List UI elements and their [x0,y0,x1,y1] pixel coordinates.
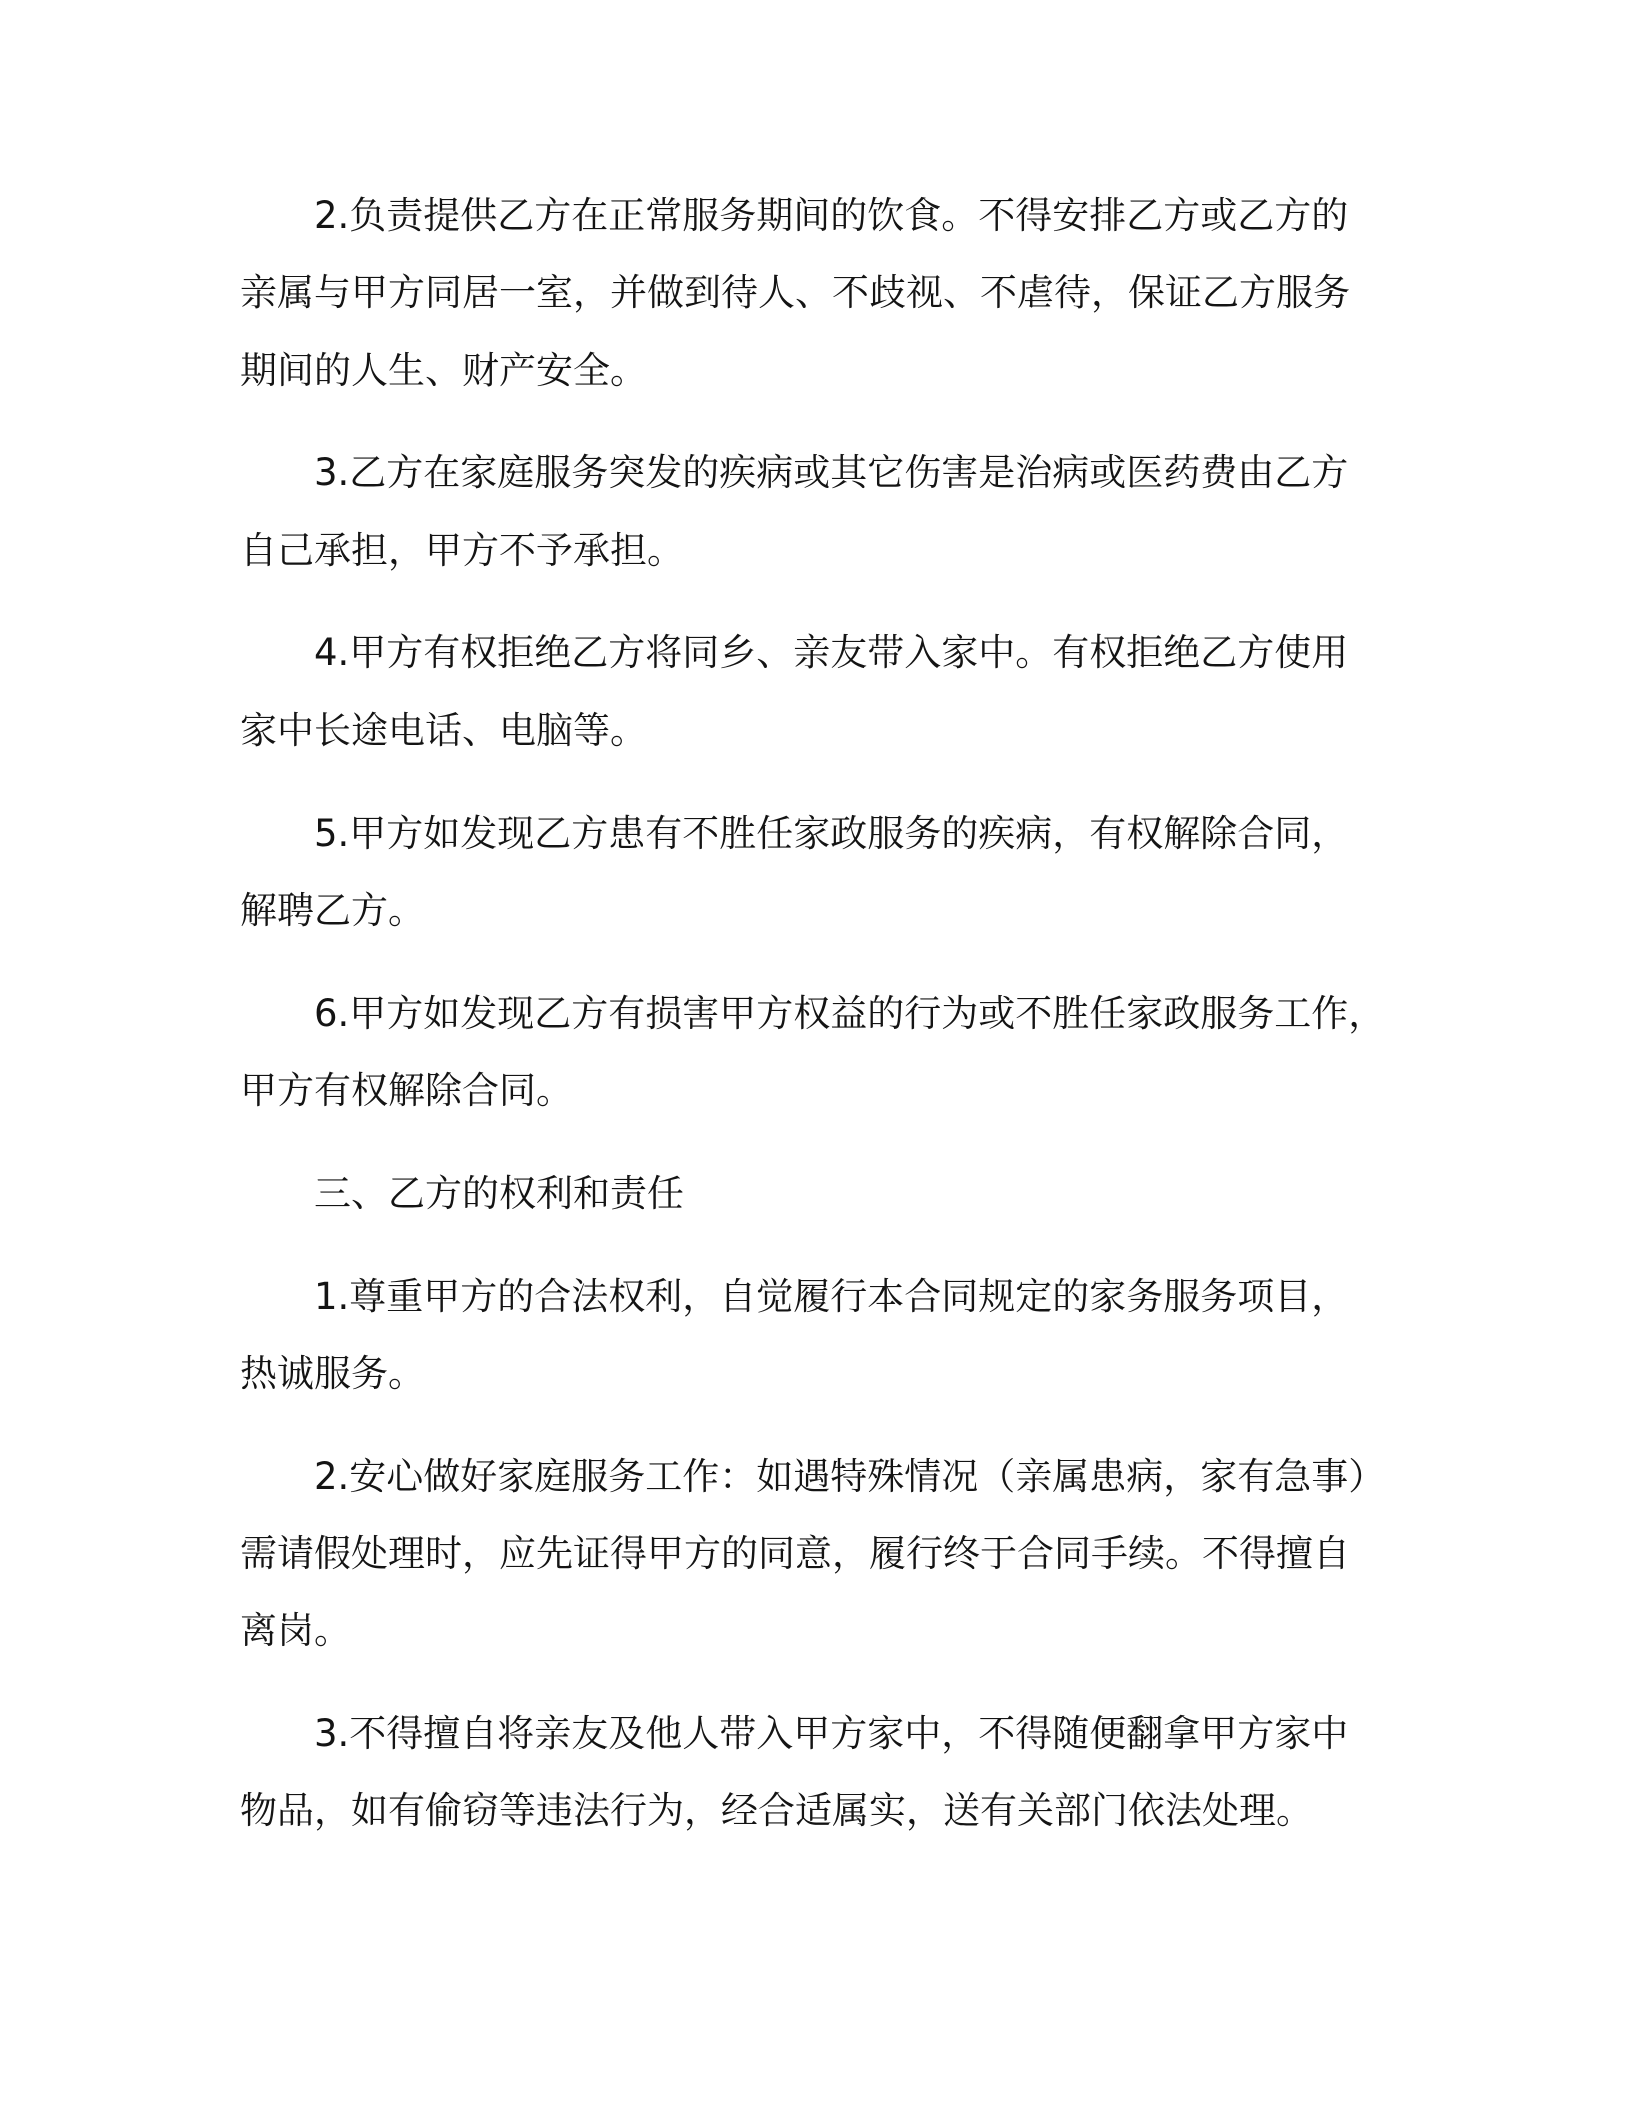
text-line: 2.负责提供乙方在正常服务期间的饮食。不得安排乙方或乙方的 [314,194,1349,237]
section-heading [240,1155,1440,1232]
text-line: 5.甲方如发现乙方患有不胜任家政服务的疾病，有权解除合同， [314,811,1349,855]
text-line: 离岗。 [240,1609,351,1653]
text-line: 物品，如有偷窃等违法行为，经合适属实，送有关部门依法处理。 [240,1789,1313,1833]
text-line: 2.安心做好家庭服务工作：如遇特殊情况（亲属患病，家有急事） [314,1454,1386,1498]
section-heading-text: 三、乙方的权利和责任 [314,1171,684,1215]
party-a-clause-3 [240,434,1440,589]
text-line: 1.尊重甲方的合法权利，自觉履行本合同规定的家务服务项目， [314,1274,1349,1318]
text-line: 3.乙方在家庭服务突发的疾病或其它伤害是治病或医药费由乙方 [314,451,1349,495]
text-line: 解聘乙方。 [240,888,425,932]
party-a-clause-5 [240,795,1440,950]
text-line: 3.不得擅自将亲友及他人带入甲方家中，不得随便翻拿甲方家中 [314,1712,1349,1756]
party-b-clause-3 [240,1695,1440,1850]
text-line: 6.甲方如发现乙方有损害甲方权益的行为或不胜任家政服务工作， [314,991,1386,1035]
text-line: 亲属与甲方同居一室，并做到待人、不歧视、不虐待，保证乙方服务 [240,271,1350,315]
text-line: 4.甲方有权拒绝乙方将同乡、亲友带入家中。有权拒绝乙方使用 [314,631,1349,675]
text-line: 自己承担，甲方不予承担。 [240,528,684,572]
document-body [240,177,1440,1875]
party-a-clause-6 [240,975,1440,1130]
party-b-clause-2 [240,1438,1440,1670]
text-line: 家中长途电话、电脑等。 [240,708,647,752]
text-line: 热诚服务。 [240,1351,425,1395]
party-b-clause-1 [240,1258,1440,1413]
text-line: 期间的人生、财产安全。 [240,348,647,392]
text-line: 甲方有权解除合同。 [240,1068,573,1112]
party-a-clause-4 [240,614,1440,769]
text-line: 需请假处理时，应先证得甲方的同意，履行终于合同手续。不得擅自 [240,1531,1350,1575]
party-a-clause-2 [240,177,1440,409]
